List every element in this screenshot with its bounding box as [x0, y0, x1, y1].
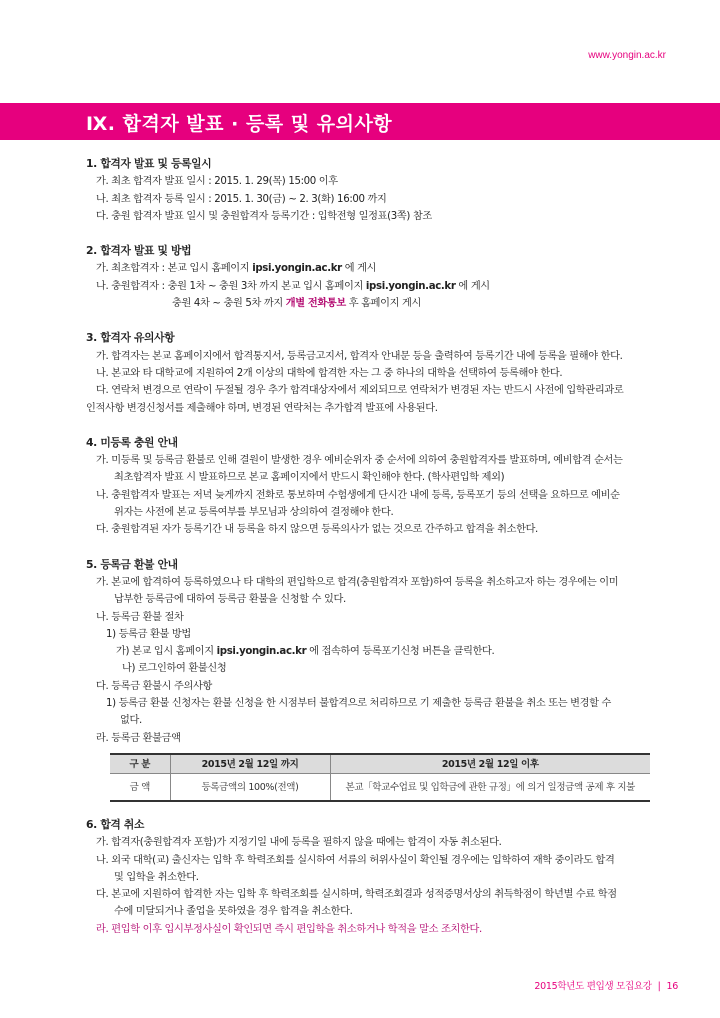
section-banner [0, 103, 720, 140]
s2-item-b-continued [86, 295, 670, 312]
s2-item-c-post: 후 홈페이지 게시 [345, 298, 421, 310]
page-footer [534, 978, 678, 992]
s5-item-c1-continued: 없다. [120, 715, 142, 727]
section-5-title: 5. 등록금 환불 안내 [86, 557, 178, 571]
s2-item-a [86, 260, 670, 277]
s4-item-c: 다. 충원합격된 자가 등록기간 내 등록을 하지 않으면 등록의사가 없는 것으로 간주하고 합격을 취소한다. [96, 524, 538, 536]
s2-highlight-phone-notice: 개별 전화통보 [285, 298, 346, 310]
footer-title: 2015학년도 편입생 모집요강 [534, 981, 652, 992]
s1-item-c: 다. 충원 합격자 발표 일시 및 충원합격자 등록기간 : 입학전형 일정표(3쪽) 참조 [96, 210, 432, 222]
s5-item-b1-ga-text: 가) 본교 입시 홈페이지 [116, 646, 217, 658]
page-number: 16 [666, 981, 678, 992]
s2-item-b [86, 278, 670, 295]
s5-item-b1-ga-post: 에 접속하여 등록포기신청 버튼을 클릭한다. [306, 646, 495, 658]
s1-item-a: 가. 최초 합격자 발표 일시 : 2015. 1. 29(목) 15:00 이후 [96, 176, 338, 188]
s5-item-b1-ga-url: ipsi.yongin.ac.kr [216, 646, 307, 658]
s5-item-b1-ga [86, 643, 670, 660]
refund-table-header [110, 754, 650, 774]
section-3-title: 3. 합격자 유의사항 [86, 331, 175, 345]
section-5 [86, 556, 670, 802]
s4-item-b-continued: 위자는 사전에 본교 등록여부를 부모님과 상의하여 결정해야 한다. [114, 507, 394, 519]
s1-item-b: 나. 최초 합격자 등록 일시 : 2015. 1. 30(금) ~ 2. 3(화) 16:00 까지 [96, 193, 387, 205]
s6-item-a: 가. 합격자(충원합격자 포함)가 지정기일 내에 등록을 필하지 않을 때에는 합격이 자동 취소된다. [96, 837, 502, 849]
s6-item-b: 나. 외국 대학(교) 출신자는 입학 후 학력조회를 실시하여 서류의 허위사실이 확인될 경우에는 입학하여 재학 중이라도 합격 [96, 854, 615, 866]
s4-item-b: 나. 충원합격자 발표는 저녁 늦게까지 전화로 통보하며 수험생에게 단시간 내에 등록, 등록포기 등의 선택을 요하므로 예비순 [96, 489, 620, 501]
s6-item-b-continued: 및 입학을 취소한다. [114, 871, 199, 883]
footer-separator: | [657, 981, 661, 992]
section-1 [86, 155, 670, 225]
refund-table-row [110, 774, 650, 801]
s5-item-b: 나. 등록금 환불 절차 [96, 611, 184, 623]
s2-item-a-post: 에 게시 [341, 263, 377, 275]
s5-item-d: 라. 등록금 환불금액 [96, 732, 181, 744]
s2-item-c-text: 충원 4차 ~ 충원 5차 까지 [172, 298, 286, 310]
refund-table-header-cell: 2015년 2월 12일 까지 [170, 754, 330, 774]
s2-item-a-url: ipsi.yongin.ac.kr [252, 263, 342, 275]
section-6 [86, 816, 670, 938]
document-body [86, 155, 670, 955]
refund-table-cell: 금 액 [110, 774, 170, 801]
section-4-title: 4. 미등록 충원 안내 [86, 435, 178, 449]
s4-item-a-continued: 최초합격자 발표 시 발표하므로 본교 홈페이지에서 반드시 확인해야 한다. (학사편입학 제외) [114, 472, 505, 484]
s5-item-c1: 1) 등록금 환불 신청자는 환불 신청을 한 시점부터 불합격으로 처리하므로 기 제출한 등록금 환불을 취소 또는 변경할 수 [106, 698, 611, 710]
s5-item-a-continued: 납부한 등록금에 대하여 등록금 환불을 신청할 수 있다. [114, 594, 346, 606]
refund-table-header-cell: 2015년 2월 12일 이후 [330, 754, 650, 774]
s2-item-b-url: ipsi.yongin.ac.kr [365, 280, 456, 292]
s5-item-b1-na: 나) 로그인하여 환불신청 [122, 663, 227, 675]
refund-table [110, 753, 650, 802]
refund-table-header-cell: 구 분 [110, 754, 170, 774]
s2-item-b-post: 에 게시 [455, 280, 490, 292]
section-6-title: 6. 합격 취소 [86, 817, 145, 831]
s3-item-c-continued: 인적사항 변경신청서를 제출해야 하며, 변경된 연락처는 추가합격 발표에 사용된다. [86, 402, 438, 414]
s6-item-d: 라. 편입학 이후 입시부정사실이 확인되면 즉시 편입학을 취소하거나 학적을 말소 조치한다. [96, 923, 482, 935]
page-title: Ⅸ. 합격자 발표 · 등록 및 유의사항 [86, 113, 393, 135]
section-4 [86, 434, 670, 539]
s6-item-c: 다. 본교에 지원하여 합격한 자는 입학 후 학력조회를 실시하며, 학력조회결과 성적증명서상의 취득학점이 학년별 수료 학점 [96, 889, 617, 901]
s3-item-b: 나. 본교와 타 대학교에 지원하여 2개 이상의 대학에 합격한 자는 그 중 하나의 대학을 선택하여 등록해야 한다. [96, 367, 563, 379]
section-2 [86, 242, 670, 312]
s2-item-a-text: 가. 최초합격자 : 본교 입시 홈페이지 [96, 263, 253, 275]
s2-item-b-text: 나. 충원합격자 : 충원 1차 ~ 충원 3차 까지 본교 입시 홈페이지 [96, 280, 366, 292]
s5-item-c: 다. 등록금 환불시 주의사항 [96, 680, 212, 692]
section-2-title: 2. 합격자 발표 및 방법 [86, 244, 192, 258]
section-1-title: 1. 합격자 발표 및 등록일시 [86, 157, 212, 170]
s6-item-c-continued: 수에 미달되거나 졸업을 못하였을 경우 합격을 취소한다. [114, 906, 353, 918]
section-3 [86, 329, 670, 416]
header-url: www.yongin.ac.kr [588, 50, 666, 61]
s5-item-a: 가. 본교에 합격하여 등록하였으나 타 대학의 편입학으로 합격(충원합격자 포함)하여 등록을 취소하고자 하는 경우에는 이미 [96, 576, 619, 588]
s3-item-a: 가. 합격자는 본교 홈페이지에서 합격통지서, 등록금고지서, 합격자 안내문 등을 출력하여 등록기간 내에 등록을 필해야 한다. [96, 350, 623, 362]
s3-item-c: 다. 연락처 변경으로 연락이 두절될 경우 추가 합격대상자에서 제외되므로 연락처가 변경된 자는 반드시 사전에 입학관리과로 [96, 385, 624, 397]
refund-table-cell: 등록금액의 100%(전액) [170, 774, 330, 801]
s4-item-a: 가. 미등록 및 등록금 환불로 인해 결원이 발생한 경우 예비순위자 중 순서에 의하여 충원합격자를 발표하며, 예비합격 순서는 [96, 455, 623, 467]
s5-item-b1: 1) 등록금 환불 방법 [106, 628, 191, 640]
refund-table-cell: 본교「학교수업료 및 입학금에 관한 규정」에 의거 일정금액 공제 후 지불 [330, 774, 650, 801]
